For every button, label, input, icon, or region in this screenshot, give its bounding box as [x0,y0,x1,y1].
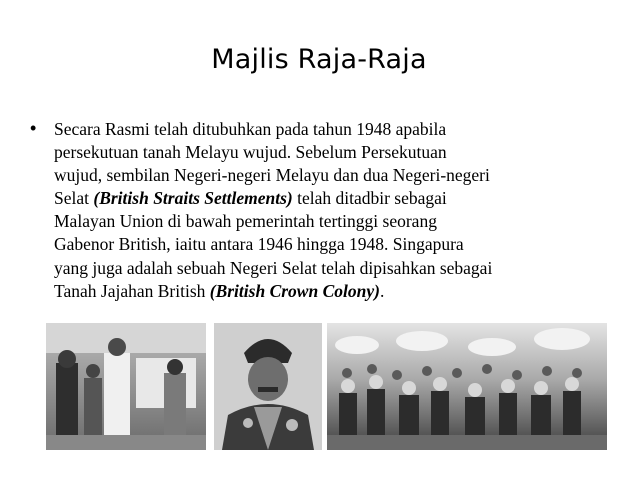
line-text: yang juga adalah sebuah Negeri Selat telah dipisahkan sebagai [54,257,493,278]
slide-title: Majlis Raja-Raja [211,44,427,75]
crowd-assembly-photo [327,323,607,450]
emphasis-text: (British Straits Settlements) [93,188,293,209]
line-text: telah ditadbir sebagai [292,188,447,209]
line-text: Malayan Union di bawah pemerintah tertinggi seorang [54,211,437,232]
line-text: Gabenor British, iaitu antara 1946 hingga 1948. Singapura [54,234,464,255]
ruler-portrait-photo [214,323,322,450]
paragraph-line [54,164,614,187]
paragraph-line [54,233,614,256]
line-text: persekutuan tanah Melayu wujud. Sebelum Persekutuan [54,142,447,163]
paragraph-line [54,118,614,141]
line-text: . [379,280,385,301]
line-text: wujud, sembilan Negeri-negeri Melayu dan dua Negeri-negeri [54,165,490,186]
bullet-paragraph [54,118,614,303]
bullet-marker: • [30,118,37,138]
paragraph-line [54,141,614,164]
ceremony-photo [46,323,206,450]
line-text: Tanah Jajahan British [54,280,210,301]
paragraph-line [54,187,614,210]
line-text: Selat [54,188,94,209]
emphasis-text: (British Crown Colony) [209,280,380,301]
paragraph-line [54,210,614,233]
paragraph-line [54,257,614,280]
paragraph-line [54,280,614,303]
line-text: Secara Rasmi telah ditubuhkan pada tahun 1948 apabila [54,119,447,139]
